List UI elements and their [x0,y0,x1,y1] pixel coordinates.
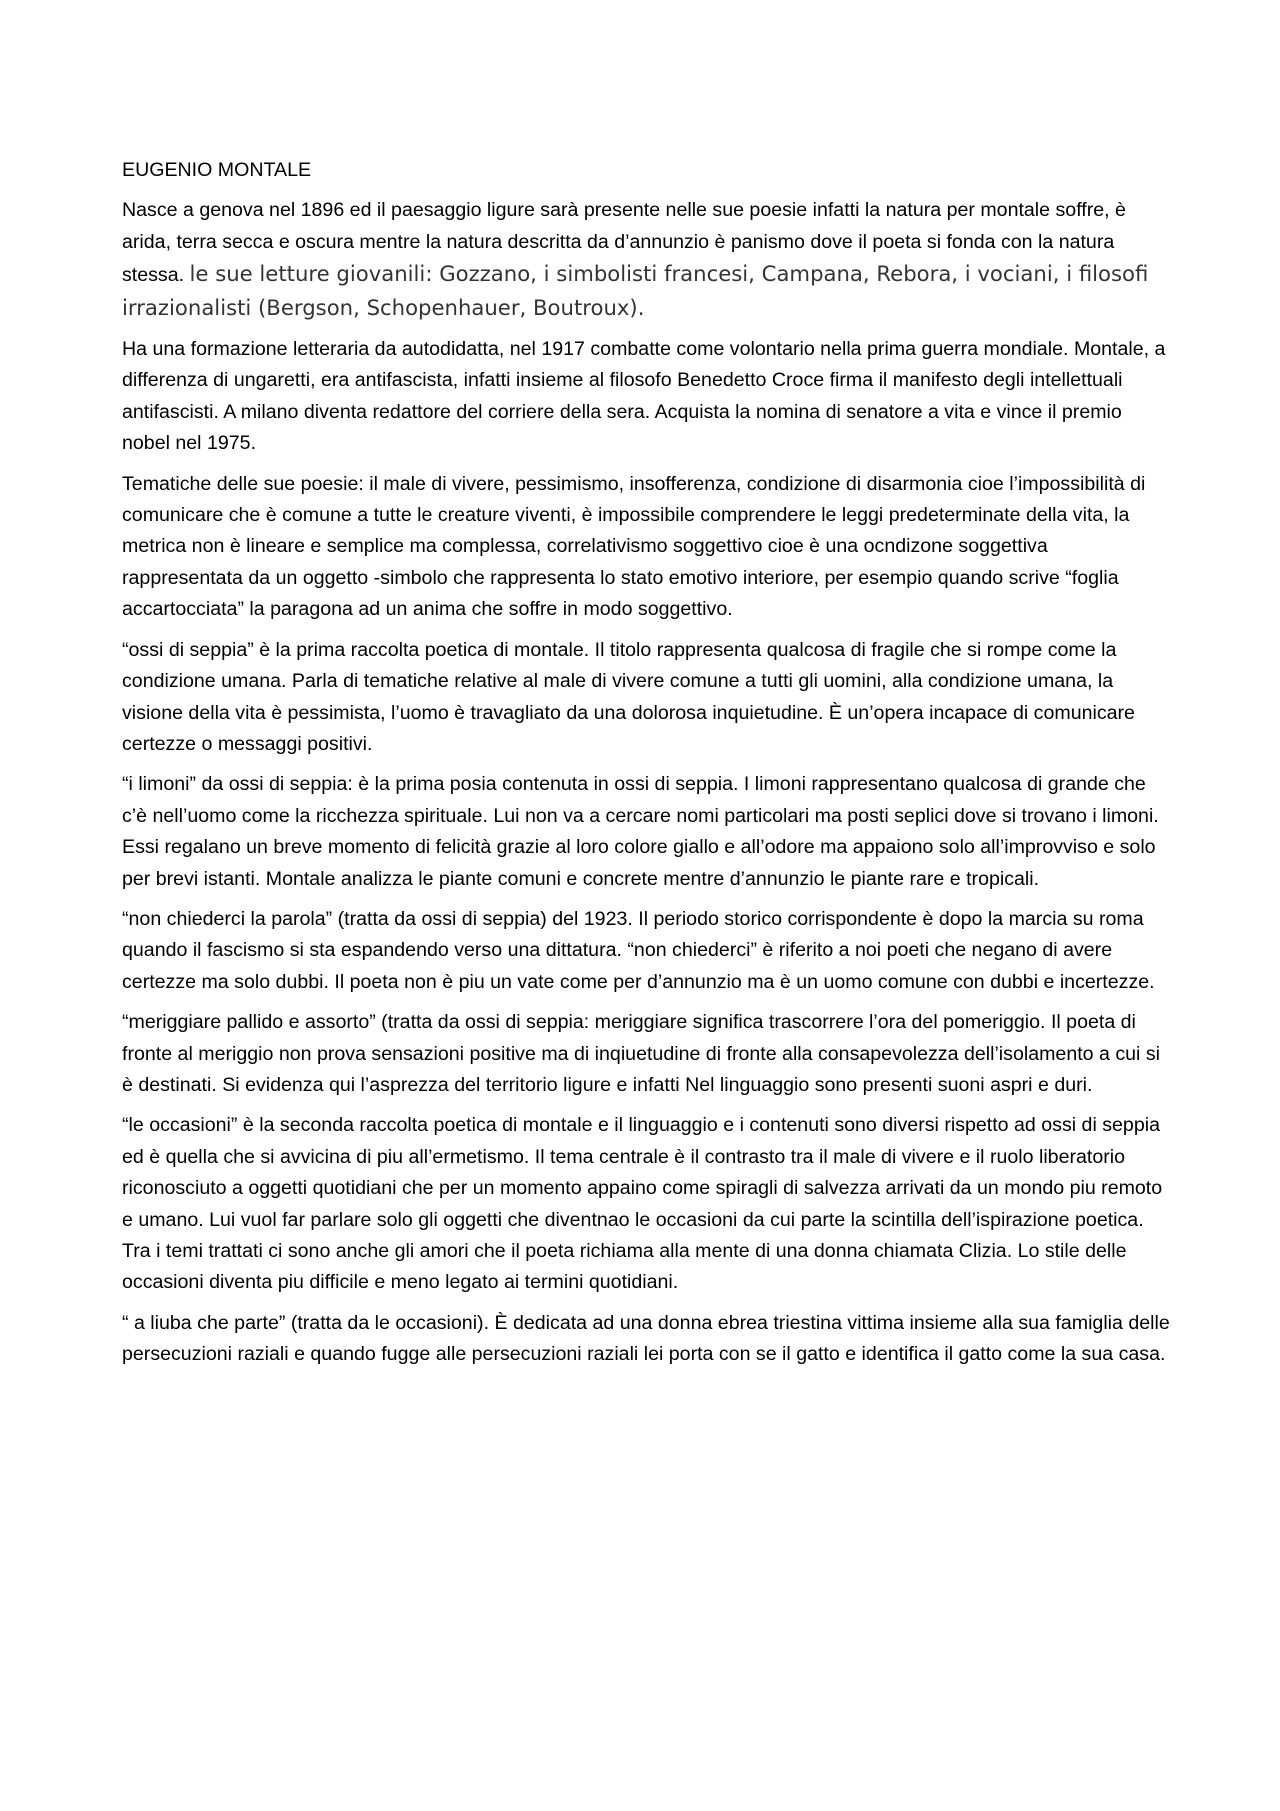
paragraph-text: Nasce a genova nel 1896 ed il paesaggio ligure sarà presente nelle sue poesie infatti la natura per montale soffre, è arida, terra secca e oscura mentre la natura descritta da d’annunzio è panismo dove il poeta si fonda con la natura stessa. [122,199,1126,287]
paragraph-biography [122,195,1172,325]
paragraph-i-limoni: “i limoni” da ossi di seppia: è la prima posia contenuta in ossi di seppia. I limoni rappresentano qualcosa di grande che c’è nell’uomo come la ricchezza spirituale. Lui non va a cercare nomi particolari ma posti seplici dove si trovano i limoni. Essi regalano un breve momento di felicità grazie al loro colore giallo e all’odore ma appaiono solo all’improvviso e solo per brevi istanti. Montale analizza le piante comuni e concrete mentre d’annunzio le piante rare e tropicali. [122,773,1159,890]
paragraph-inline-readings: le sue letture giovanili: Gozzano, i simbolisti francesi, Campana, Rebora, i vociani, i filosofi irrazionalisti (Bergson, Schopenhauer, Boutroux). [122,261,1149,320]
document-page [122,155,1172,1380]
document-title: EUGENIO MONTALE [122,159,312,181]
paragraph-themes: Tematiche delle sue poesie: il male di vivere, pessimismo, insofferenza, condizione di disarmonia cioe l’impossibilità di comunicare che è comune a tutte le creature viventi, è impossibile comprendere le leggi predeterminate della vita, la metrica non è lineare e semplice ma complessa, correlativismo soggettivo cioe è una ocndizone soggettiva rappresentata da un oggetto -simbolo che rappresenta lo stato emotivo interiore, per esempio quando scrive “foglia accartocciata” la paragona ad un anima che soffre in modo soggettivo. [122,472,1146,621]
paragraph-le-occasioni: “le occasioni” è la seconda raccolta poetica di montale e il linguaggio e i contenuti sono diversi rispetto ad ossi di seppia ed è quella che si avvicina di piu all’ermetismo. Il tema centrale è il contrasto tra il male di vivere e il ruolo liberatorio riconosciuto a oggetti quotidiani che per un momento appaino come spiragli di salvezza arrivati da un mondo piu remoto e umano. Lui vuol far parlare solo gli oggetti che diventnao le occasioni da cui parte la scintilla dell’ispirazione poetica. Tra i temi trattati ci sono anche gli amori che il poeta richiama alla mente di una donna chiamata Clizia. Lo stile delle occasioni diventa piu difficile e meno legato ai termini quotidiani. [122,1114,1163,1294]
paragraph-formation: Ha una formazione letteraria da autodidatta, nel 1917 combatte come volontario nella prima guerra mondiale. Montale, a differenza di ungaretti, era antifascista, infatti insieme al filosofo Benedetto Croce firma il manifesto degli intellettuali antifascisti. A milano diventa redattore del corriere della sera. Acquista la nomina di senatore a vita e vince il premio nobel nel 1975. [122,338,1166,455]
paragraph-ossi-di-seppia: “ossi di seppia” è la prima raccolta poetica di montale. Il titolo rappresenta qualcosa di fragile che si rompe come la condizione umana. Parla di tematiche relative al male di vivere comune a tutti gli uomini, alla condizione umana, la visione della vita è pessimista, l’uomo è travagliato da una dolorosa inquietudine. È un’opera incapace di comunicare certezze o messaggi positivi. [122,638,1135,755]
paragraph-a-liuba: “ a liuba che parte” (tratta da le occasioni). È dedicata ad una donna ebrea triestina vittima insieme alla sua famiglia delle persecuzioni raziali e quando fugge alle persecuzioni raziali lei porta con se il gatto e identifica il gatto come la sua casa. [122,1311,1170,1366]
paragraph-meriggiare: “meriggiare pallido e assorto” (tratta da ossi di seppia: meriggiare significa trascorrere l’ora del pomeriggio. Il poeta di fronte al meriggio non prova sensazioni positive ma di inqiuetudine di fronte alla consapevolezza dell’isolamento a cui si è destinati. Si evidenza qui l’asprezza del territorio ligure e infatti Nel linguaggio sono presenti suoni aspri e duri. [122,1011,1160,1096]
paragraph-non-chiederci: “non chiederci la parola” (tratta da ossi di seppia) del 1923. Il periodo storico corrispondente è dopo la marcia su roma quando il fascismo si sta espandendo verso una dittatura. “non chiederci” è riferito a noi poeti che negano di avere certezze ma solo dubbi. Il poeta non è piu un vate come per d’annunzio ma è un uomo comune con dubbi e incertezze. [122,907,1155,993]
